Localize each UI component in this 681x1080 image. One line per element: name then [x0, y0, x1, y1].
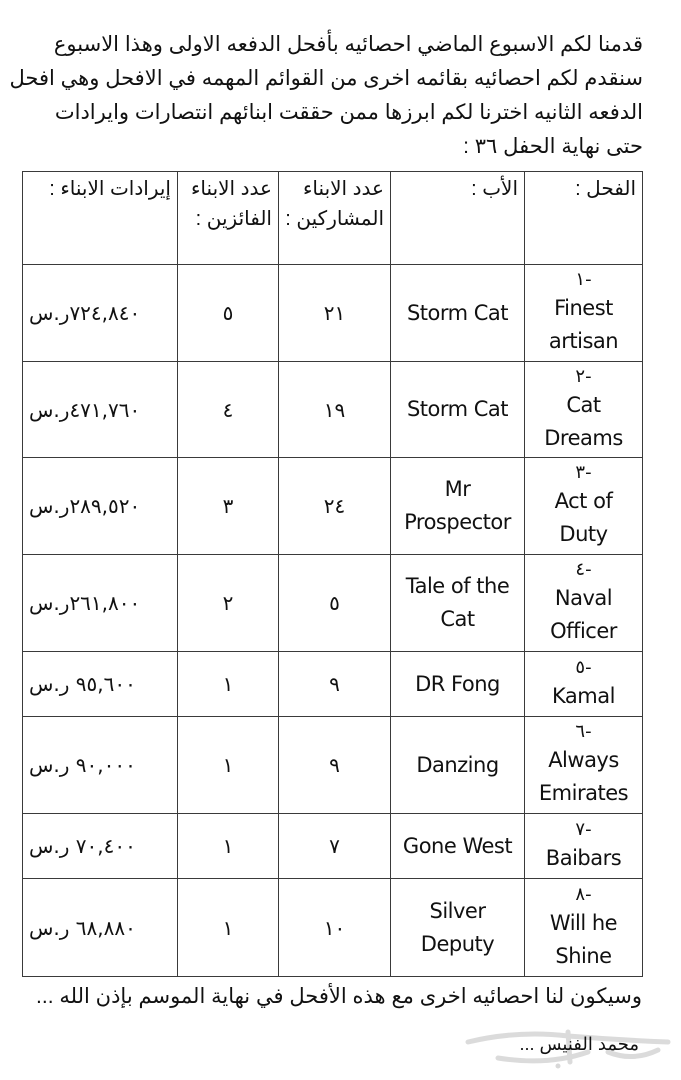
sire-cell: Gone West: [391, 814, 525, 879]
header-sire: الأب :: [391, 172, 525, 265]
rank-number: ٨-: [575, 883, 592, 905]
stallion-name: Baibars: [545, 845, 622, 870]
sire-cell: Tale of the Cat: [391, 555, 525, 652]
winners-cell: ٥: [178, 265, 279, 362]
winners-cell: ١: [178, 652, 279, 717]
stallion-name: Act of Duty: [554, 489, 613, 546]
stallion-cell: [525, 717, 643, 814]
sire-cell: Danzing: [391, 717, 525, 814]
closing-note: وسيكون لنا احصائيه اخرى مع هذه الأفحل في نهاية الموسم بإذن الله ...: [36, 985, 642, 1008]
winners-cell: ١: [178, 879, 279, 977]
intro-line-2: سنقدم لكم احصائيه بقائمه اخرى من القوائم المهمه في الافحل وهي افحل: [9, 67, 643, 90]
stallion-stats-table: [22, 171, 643, 977]
table-row: [23, 458, 643, 555]
header-runners: عدد الابناء المشاركين :: [279, 172, 391, 265]
stallion-cell: [525, 458, 643, 555]
earnings-cell: ٢٦١,٨٠٠ر.س: [23, 555, 178, 652]
runners-cell: ٥: [279, 555, 391, 652]
runners-cell: ٩: [279, 652, 391, 717]
rank-number: ١-: [575, 269, 592, 290]
winners-cell: ١: [178, 717, 279, 814]
stallion-name: Finest artisan: [548, 296, 619, 353]
intro-paragraph: [9, 28, 643, 164]
author-signature: محمد الفنيس ...: [519, 1034, 639, 1054]
winners-cell: ٣: [178, 458, 279, 555]
stallion-cell: [525, 265, 643, 362]
table-row: [23, 652, 643, 717]
rank-number: ٢-: [575, 365, 592, 387]
table-row: [23, 362, 643, 458]
runners-cell: ٢٤: [279, 458, 391, 555]
runners-cell: ٢١: [279, 265, 391, 362]
sire-cell: DR Fong: [391, 652, 525, 717]
runners-cell: ٧: [279, 814, 391, 879]
header-stallion: الفحل :: [525, 172, 643, 265]
stallion-name: Naval Officer: [550, 586, 617, 643]
sire-cell: Mr Prospector: [391, 458, 525, 555]
stallion-name: Will he Shine: [549, 910, 618, 968]
winners-cell: ١: [178, 814, 279, 879]
earnings-cell: ٩٠,٠٠٠ ر.س: [23, 717, 178, 814]
winners-cell: ٢: [178, 555, 279, 652]
intro-line-3: الدفعه الثانيه اخترنا لكم ابرزها ممن حققت ابنائهم انتصارات وايرادات: [54, 101, 643, 124]
intro-line-4: حتى نهاية الحفل ٣٦ :: [463, 135, 643, 158]
earnings-cell: ٧٢٤,٨٤٠ر.س: [23, 265, 178, 362]
earnings-cell: ٧٠,٤٠٠ ر.س: [23, 814, 178, 879]
stallion-cell: [525, 814, 643, 879]
table-header-row: [23, 172, 643, 265]
header-earnings: إيرادات الابناء :: [23, 172, 178, 265]
rank-number: ٥-: [575, 656, 592, 678]
earnings-cell: ٦٨,٨٨٠ ر.س: [23, 879, 178, 977]
rank-number: ٦-: [575, 721, 592, 742]
stallion-cell: [525, 362, 643, 458]
runners-cell: ١٩: [279, 362, 391, 458]
rank-number: ٣-: [575, 462, 592, 483]
earnings-cell: ٩٥,٦٠٠ ر.س: [23, 652, 178, 717]
table-row: [23, 265, 643, 362]
sire-cell: Silver Deputy: [391, 879, 525, 977]
rank-number: ٤-: [575, 559, 592, 580]
winners-cell: ٤: [178, 362, 279, 458]
rank-number: ٧-: [575, 818, 592, 840]
stallion-cell: [525, 555, 643, 652]
stallion-name: Always Emirates: [538, 748, 629, 805]
header-winners: عدد الابناء الفائزين :: [178, 172, 279, 265]
stallion-name: Kamal: [552, 683, 615, 708]
earnings-cell: ٢٨٩,٥٢٠ر.س: [23, 458, 178, 555]
runners-cell: ١٠: [279, 879, 391, 977]
runners-cell: ٩: [279, 717, 391, 814]
table-row: [23, 879, 643, 977]
table-row: [23, 814, 643, 879]
stallion-cell: [525, 879, 643, 977]
sire-cell: Storm Cat: [391, 362, 525, 458]
earnings-cell: ٤٧١,٧٦٠ر.س: [23, 362, 178, 458]
intro-line-1: قدمنا لكم الاسبوع الماضي احصائيه بأفحل الدفعه الاولى وهذا الاسبوع: [53, 33, 643, 56]
table-row: [23, 555, 643, 652]
sire-cell: Storm Cat: [391, 265, 525, 362]
stallion-name: Cat Dreams: [544, 392, 623, 450]
table-row: [23, 717, 643, 814]
stallion-cell: [525, 652, 643, 717]
